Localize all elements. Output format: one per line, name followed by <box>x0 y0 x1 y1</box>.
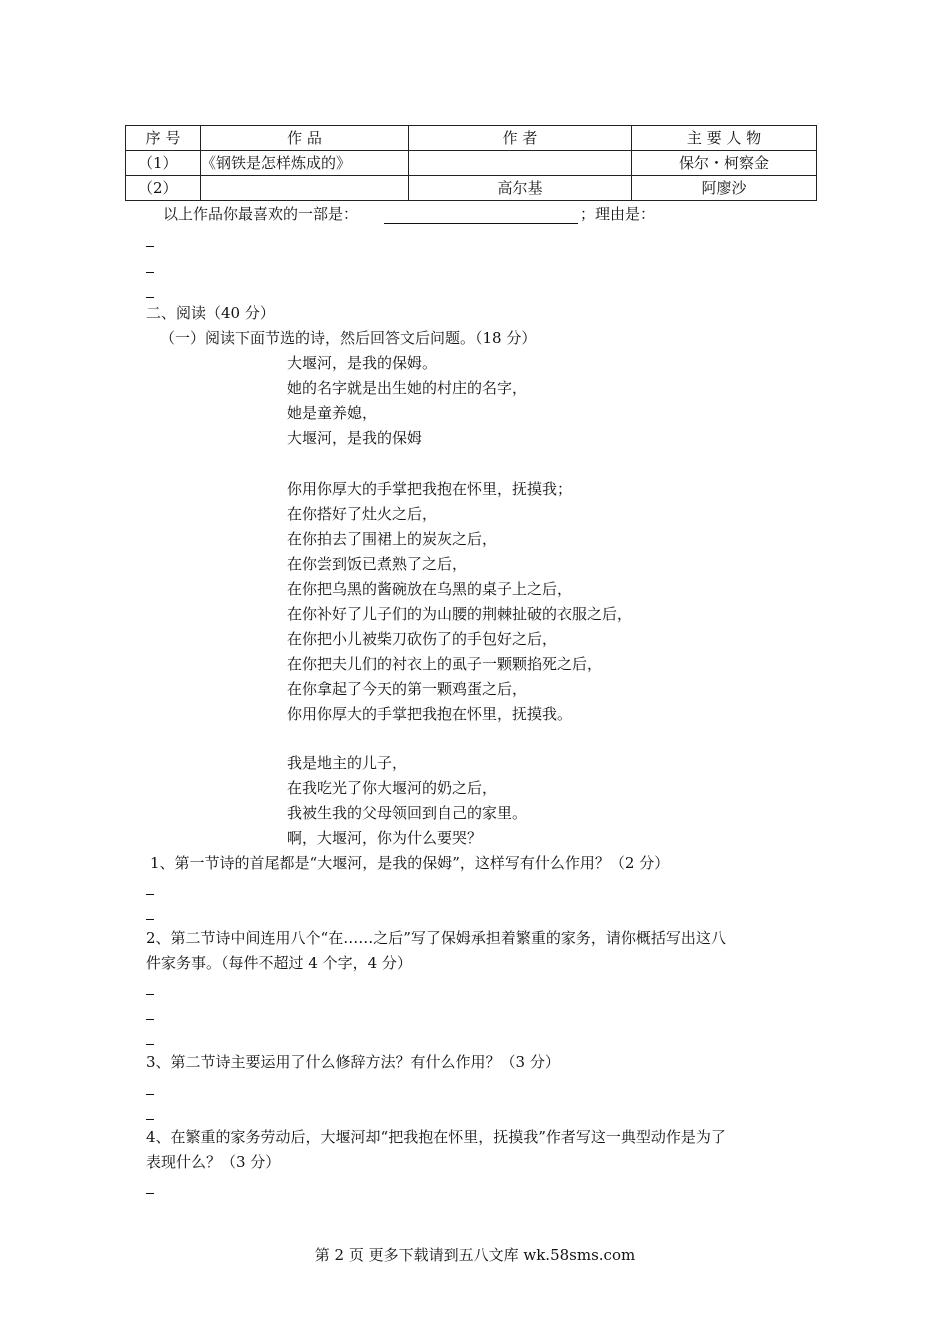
poem-line: 她是童养媳， <box>287 404 378 422</box>
answer-line[interactable] <box>146 1119 154 1120</box>
poem-line: 在你把乌黑的酱碗放在乌黑的桌子上之后， <box>287 580 573 598</box>
poem-line: 啊，大堰河，你为什么要哭？ <box>287 829 483 847</box>
question-3: 3、第二节诗主要运用了什么修辞方法？有什么作用？（3 分） <box>146 1053 560 1071</box>
table-row <box>126 176 817 201</box>
poem-line: 在你把夫儿们的衬衣上的虱子一颗颗掐死之后， <box>287 655 603 673</box>
poem-line: 我被生我的父母领回到自己的家里。 <box>287 804 528 822</box>
question-2-line2: 件家务事。（每件不超过 4 个字，4 分） <box>146 954 412 972</box>
poem-line: 我是地主的儿子， <box>287 754 408 772</box>
row1-work: 《钢铁是怎样炼成的》 <box>201 151 409 176</box>
poem-line: 在我吃光了你大堰河的奶之后， <box>287 779 498 797</box>
poem-line: 在你把小儿被柴刀砍伤了的手包好之后， <box>287 630 558 648</box>
answer-line[interactable] <box>146 1019 154 1020</box>
favorite-prompt: 以上作品你最喜欢的一部是： <box>163 205 359 223</box>
favorite-reason-label: ；理由是： <box>580 205 656 223</box>
question-4-line2: 表现什么？（3 分） <box>146 1153 281 1171</box>
row2-character: 阿廖沙 <box>632 176 817 201</box>
poem-line: 在你拿起了今天的第一颗鸡蛋之后， <box>287 680 528 698</box>
table-header-row <box>126 126 817 151</box>
header-number: 序 号 <box>126 126 201 151</box>
answer-line[interactable] <box>146 1193 154 1194</box>
row2-work <box>201 176 409 201</box>
answer-line[interactable] <box>146 994 154 995</box>
header-author: 作 者 <box>409 126 632 151</box>
answer-line[interactable] <box>146 246 154 247</box>
row2-number: （2） <box>126 176 201 201</box>
header-work: 作 品 <box>201 126 409 151</box>
answer-line[interactable] <box>146 894 154 895</box>
row1-number: （1） <box>126 151 201 176</box>
part-instruction: （一）阅读下面节选的诗，然后回答文后问题。（18 分） <box>160 329 537 347</box>
table-row <box>126 151 817 176</box>
page-footer: 第 2 页 更多下载请到五八文库 wk.58sms.com <box>314 1246 636 1264</box>
favorite-answer-line[interactable] <box>384 223 578 224</box>
poem-line: 在你拍去了围裙上的炭灰之后， <box>287 530 498 548</box>
works-table <box>125 125 817 201</box>
answer-line[interactable] <box>146 1044 154 1045</box>
question-4-line1: 4、在繁重的家务劳动后，大堰河却“把我抱在怀里，抚摸我”作者写这一典型动作是为了 <box>146 1128 726 1146</box>
poem-line: 在你尝到饭已煮熟了之后， <box>287 555 468 573</box>
row1-author <box>409 151 632 176</box>
header-character: 主 要 人 物 <box>632 126 817 151</box>
question-2-line1: 2、第二节诗中间连用八个“在……之后”写了保姆承担着繁重的家务，请你概括写出这八 <box>146 929 726 947</box>
poem-line: 在你搭好了灶火之后， <box>287 505 438 523</box>
answer-line[interactable] <box>146 297 154 298</box>
poem-line: 她的名字就是出生她的村庄的名字， <box>287 379 528 397</box>
poem-line: 你用你厚大的手掌把我抱在怀里，抚摸我； <box>287 480 573 498</box>
answer-line[interactable] <box>146 1094 154 1095</box>
answer-line[interactable] <box>146 272 154 273</box>
poem-line: 你用你厚大的手掌把我抱在怀里，抚摸我。 <box>287 705 573 723</box>
answer-line[interactable] <box>146 919 154 920</box>
poem-line: 在你补好了儿子们的为山腰的荆棘扯破的衣服之后， <box>287 605 633 623</box>
poem-line: 大堰河，是我的保姆 <box>287 429 423 447</box>
question-1: 1、第一节诗的首尾都是“大堰河，是我的保姆”，这样写有什么作用？（2 分） <box>150 854 670 872</box>
section-title: 二、阅读（40 分） <box>146 304 275 322</box>
row2-author: 高尔基 <box>409 176 632 201</box>
row1-character: 保尔・柯察金 <box>632 151 817 176</box>
poem-line: 大堰河，是我的保姆。 <box>287 354 438 372</box>
